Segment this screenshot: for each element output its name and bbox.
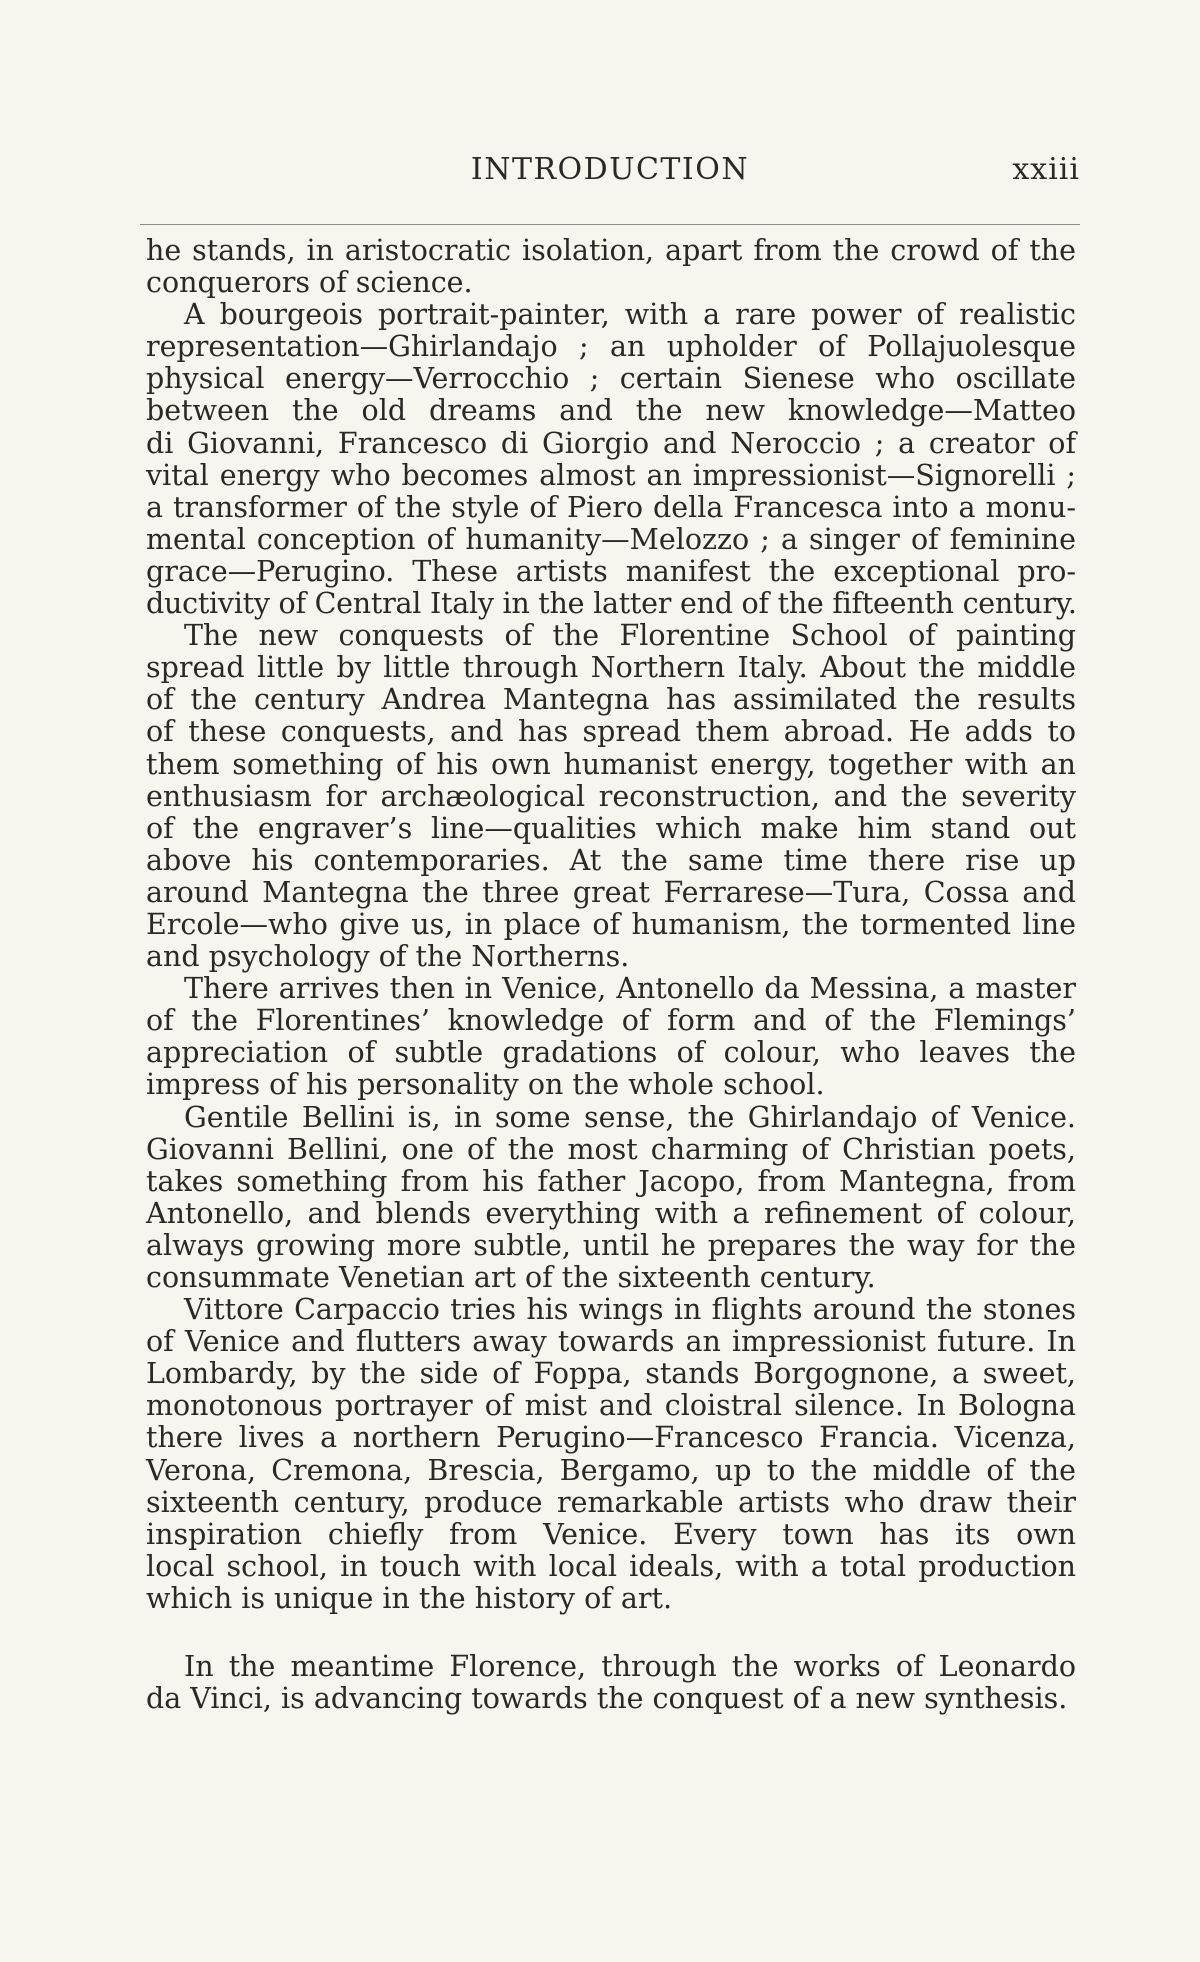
text-line: A bourgeois portrait-painter, with a rare power of realistic xyxy=(184,298,1076,332)
running-title: INTRODUCTION xyxy=(470,152,750,187)
section-gap xyxy=(146,1615,1076,1651)
text-line: there lives a northern Perugino—Francesco Francia. Vicenza, xyxy=(146,1421,1076,1455)
text-line: a transformer of the style of Piero della Francesca into a monu- xyxy=(146,490,1076,524)
text-line: Gentile Bellini is, in some sense, the Ghirlandajo of Venice. xyxy=(184,1100,1076,1134)
text-line: of the Florentines’ knowledge of form and of the Flemings’ xyxy=(146,1004,1076,1038)
text-line: of Venice and flutters away towards an impressionist future. In xyxy=(146,1325,1076,1359)
text-line: grace—Perugino. These artists manifest the exceptional pro- xyxy=(146,554,1076,588)
text-line: Antonello, and blends everything with a refinement of colour, xyxy=(146,1196,1076,1230)
text-line: always growing more subtle, until he prepares the way for the xyxy=(146,1228,1076,1262)
text-line: In the meantime Florence, through the works of Leonardo xyxy=(184,1650,1076,1684)
text-line: which is unique in the history of art. xyxy=(146,1581,673,1615)
body-text xyxy=(146,235,1076,1715)
text-line: and psychology of the Northerns. xyxy=(146,940,630,974)
text-line: The new conquests of the Florentine School of painting xyxy=(184,619,1076,653)
header-rule xyxy=(140,224,1080,225)
text-line: around Mantegna the three great Ferrarese—Tura, Cossa and xyxy=(146,875,1076,909)
text-line: representation—Ghirlandajo ; an upholder of Pollajuolesque xyxy=(146,330,1076,364)
text-line: of the century Andrea Mantegna has assimilated the results xyxy=(146,683,1076,717)
text-line: ductivity of Central Italy in the latter end of the fifteenth century. xyxy=(146,587,1077,621)
text-line: da Vinci, is advancing towards the conquest of a new synthesis. xyxy=(146,1682,1068,1716)
text-line: Verona, Cremona, Brescia, Bergamo, up to the middle of the xyxy=(146,1453,1076,1487)
text-line: local school, in touch with local ideals, with a total production xyxy=(146,1549,1076,1583)
text-line: Giovanni Bellini, one of the most charming of Christian poets, xyxy=(146,1132,1076,1166)
text-line: vital energy who becomes almost an impressionist—Signorelli ; xyxy=(146,458,1076,492)
page-number: xxiii xyxy=(1012,152,1080,187)
text-line: enthusiasm for archæological reconstruction, and the severity xyxy=(146,779,1076,813)
running-head xyxy=(140,150,1080,190)
text-line: mental conception of humanity—Melozzo ; a singer of feminine xyxy=(146,522,1076,556)
text-line: sixteenth century, produce remarkable artists who draw their xyxy=(146,1485,1076,1519)
text-line: physical energy—Verrocchio ; certain Sienese who oscillate xyxy=(146,362,1076,396)
text-line: above his contemporaries. At the same time there rise up xyxy=(146,843,1076,877)
text-line: di Giovanni, Francesco di Giorgio and Neroccio ; a creator of xyxy=(146,426,1076,460)
text-line: There arrives then in Venice, Antonello da Messina, a master xyxy=(184,972,1076,1006)
text-line: takes something from his father Jacopo, from Mantegna, from xyxy=(146,1164,1076,1198)
text-line: inspiration chiefly from Venice. Every town has its own xyxy=(146,1517,1076,1551)
text-line: Lombardy, by the side of Foppa, stands Borgognone, a sweet, xyxy=(146,1357,1076,1391)
text-line: he stands, in aristocratic isolation, apart from the crowd of the xyxy=(146,234,1076,267)
text-line: conquerors of science. xyxy=(146,266,473,300)
text-line: of these conquests, and has spread them abroad. He adds to xyxy=(146,715,1076,749)
text-line: appreciation of subtle gradations of colour, who leaves the xyxy=(146,1036,1076,1070)
text-line: of the engraver’s line—qualities which make him stand out xyxy=(146,811,1076,845)
text-line: Ercole—who give us, in place of humanism, the tormented line xyxy=(146,907,1076,941)
text-line: between the old dreams and the new knowledge—Matteo xyxy=(146,394,1076,428)
text-line: impress of his personality on the whole school. xyxy=(146,1068,825,1102)
text-line: Vittore Carpaccio tries his wings in flights around the stones xyxy=(184,1293,1076,1327)
text-line: consummate Venetian art of the sixteenth century. xyxy=(146,1261,876,1294)
text-line: monotonous portrayer of mist and cloistral silence. In Bologna xyxy=(146,1389,1076,1423)
text-line: them something of his own humanist energy, together with an xyxy=(146,747,1076,781)
text-line: spread little by little through Northern Italy. About the middle xyxy=(146,651,1076,685)
